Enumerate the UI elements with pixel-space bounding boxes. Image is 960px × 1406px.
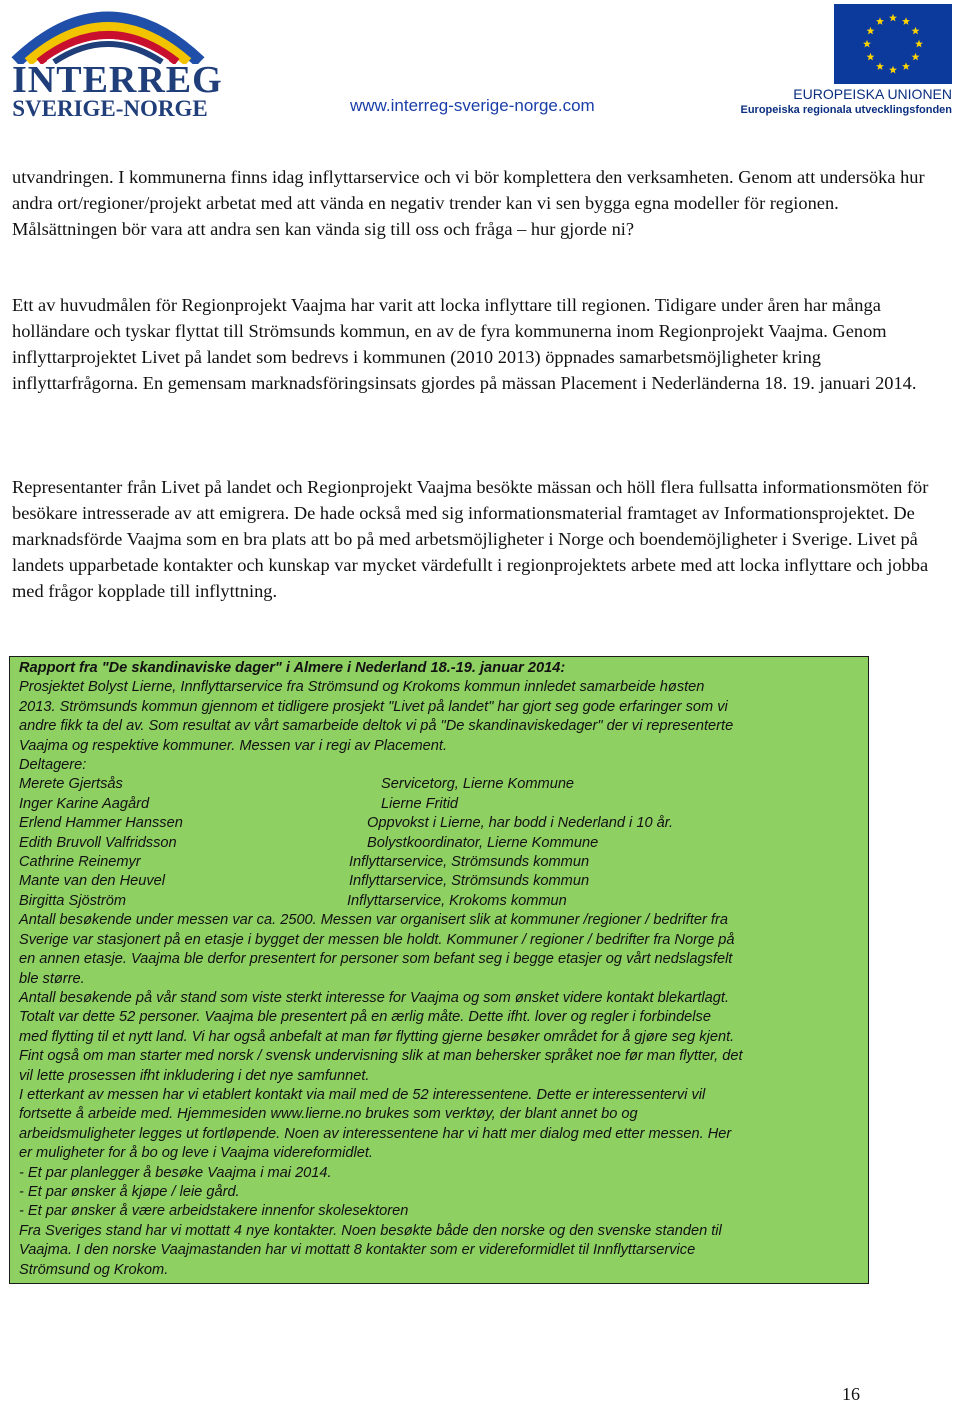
report-box <box>9 656 869 1284</box>
participant-row <box>19 872 859 891</box>
participant-row <box>19 814 859 833</box>
report-body-line: Fint også om man starter med norsk / svensk undervisning slik at man behersker språket noe før man flytter, det <box>19 1048 743 1065</box>
paragraph-1: utvandringen. I kommunerna finns idag inflyttarservice och vi bör komplettera den verksamheten. Genom att undersöka hur andra ort/regioner/projekt arbetat med att vända en negativ trender kan vi sen bygga egna modeller för regionen. Målsättningen bör vara att andra sen kan vända sig till oss och fråga – hur gjorde ni? <box>12 167 925 239</box>
eu-star-icon <box>863 40 871 48</box>
paragraph-3: Representanter från Livet på landet och Regionprojekt Vaajma besökte mässan och höll flera fullsatta informationsmöten för besökare intresserade av att emigrera. De hade också med sig informationsmaterial framtaget av Informationsprojektet. De marknadsförde Vaajma som en bra plats att bo på med arbetsmöjligheter i Norge och boendemöjligheter i Sverige. Livet på landets upparbetade kontakter och kunskap var mycket värdefullt i regionprojektets arbete med att locka inflyttare och jobba med frågor kopplade till inflyttning. <box>12 477 929 601</box>
logo-word-region: SVERIGE-NORGE <box>12 96 208 121</box>
eu-star-icon <box>902 62 910 70</box>
participant-name: Erlend Hammer Hanssen <box>19 815 183 832</box>
participant-row <box>19 775 859 794</box>
participant-row <box>19 892 859 911</box>
report-intro-line: Prosjektet Bolyst Lierne, Innflyttarservice fra Strömsund og Krokoms kommun innledet samarbeide høsten <box>19 679 705 696</box>
report-body-line: - Et par planlegger å besøke Vaajma i mai 2014. <box>19 1164 332 1181</box>
eu-star-icon <box>889 14 897 22</box>
participant-role: Lierne Fritid <box>381 795 459 812</box>
participant-row <box>19 834 859 853</box>
participant-row <box>19 795 859 814</box>
participants-heading: Deltagere: <box>19 757 87 774</box>
logo-word-interreg: INTERREG <box>12 59 223 101</box>
report-body-line: Fra Sveriges stand har vi mottatt 4 nye kontakter. Noen besøkte både den norske og den svenske standen til <box>19 1222 722 1239</box>
participant-name: Merete Gjertsås <box>19 776 123 793</box>
report-body-line: med flytting til et nytt land. Vi har også anbefalt at man før flytting gjerne besøker området for å gjøre seg kjent. <box>19 1028 735 1045</box>
eu-star-icon <box>902 17 910 25</box>
eu-subtitle: Europeiska regionala utvecklingsfonden <box>740 104 952 116</box>
report-body-line: Vaajma. I den norske Vaajmastanden har vi mottatt 8 kontakter som er videreformidlet til Innflyttarservice <box>19 1242 696 1259</box>
interreg-logo <box>8 4 223 124</box>
report-intro-line: andre fikk ta del av. Som resultat av vårt samarbeide deltok vi på "De skandinaviskedager" der vi representerte <box>19 718 734 735</box>
eu-star-icon <box>866 27 874 35</box>
report-title: Rapport fra "De skandinaviske dager" i Almere i Nederland 18.-19. januar 2014: <box>19 660 566 676</box>
participant-row <box>19 853 859 872</box>
eu-star-icon <box>912 27 920 35</box>
report-body-line: fortsette å arbeide med. Hjemmesiden www.lierne.no brukes som verktøy, der blant annet bo og <box>19 1106 638 1123</box>
participant-role: Oppvokst i Lierne, har bodd i Nederland i 10 år. <box>367 815 674 832</box>
report-body-line: I etterkant av messen har vi etablert kontakt via mail med de 52 interessentene. Dette er interessentervi vil <box>19 1086 706 1103</box>
participant-role: Bolystkoordinator, Lierne Kommune <box>367 834 599 851</box>
eu-star-icon <box>889 66 897 74</box>
report-body-line: Totalt var dette 52 personer. Vaajma ble presentert på en ærlig måte. Dette ifht. lover og regler i forbindelse <box>19 1009 711 1026</box>
eu-star-icon <box>876 17 884 25</box>
participant-name: Mante van den Heuvel <box>19 873 166 890</box>
participant-role: Servicetorg, Lierne Kommune <box>381 776 575 793</box>
report-intro-line: 2013. Strömsunds kommun gjennom et tidligere prosjekt "Livet på landet" har gjort seg gode erfaringer som vi <box>19 698 728 715</box>
page-number: 16 <box>842 1384 860 1404</box>
participant-name: Edith Bruvoll Valfridsson <box>19 834 177 851</box>
participant-role: Inflyttarservice, Strömsunds kommun <box>349 854 590 871</box>
report-body-line: en annen etasje. Vaajma ble derfor presentert for personer som befant seg i begge etasjer og vårt nedslagsfelt <box>19 951 733 968</box>
eu-star-icon <box>915 40 923 48</box>
eu-title: EUROPEISKA UNIONEN <box>793 86 952 102</box>
report-body-line: Sverige var stasjonert på en etasje i bygget der messen ble holdt. Kommuner / regioner / bedrifter fra Norge på <box>19 931 735 948</box>
report-body-line: vil lette prosessen ifht inkludering i det nye samfunnet. <box>19 1067 370 1084</box>
site-url-link[interactable]: www.interreg-sverige-norge.com <box>350 96 595 115</box>
paragraph-2: Ett av huvudmålen för Regionprojekt Vaajma har varit att locka inflyttare till regionen. Tidigare under åren har många holländare och tyskar flyttat till Strömsunds kommun, en av de fyra kommunerna inom Regionprojekt Vaajma. Genom inflyttarprojektet Livet på landet som bedrevs i kommunen (2010 2013) öppnades samarbetsmöjligheter kring inflyttarfrågorna. En gemensam marknadsföringsinsats gjordes på mässan Placement i Nederländerna 18. 19. januari 2014. <box>12 295 917 393</box>
participant-role: Inflyttarservice, Krokoms kommun <box>347 892 567 909</box>
report-body-line: Antall besøkende under messen var ca. 2500. Messen var organisert slik at kommuner /regioner / bedrifter fra <box>19 912 728 929</box>
eu-flag-icon <box>834 4 952 84</box>
eu-star-icon <box>876 62 884 70</box>
report-body-line: arbeidsmuligheter legges ut fortløpende. Noen av interessentene har vi hatt mer dialog med etter messen. Her <box>19 1125 732 1142</box>
eu-star-icon <box>866 53 874 61</box>
report-body-line: Strömsund og Krokom. <box>19 1261 169 1278</box>
report-body-line: - Et par ønsker å være arbeidstakere innenfor skolesektoren <box>19 1203 409 1220</box>
report-body-line: - Et par ønsker å kjøpe / leie gård. <box>19 1183 240 1200</box>
participant-name: Birgitta Sjöström <box>19 892 127 909</box>
report-body-line: Antall besøkende på vår stand som viste sterkt interesse for Vaajma og som ønsket videre kontakt blekartlagt. <box>19 989 730 1006</box>
participant-name: Inger Karine Aagård <box>19 795 150 812</box>
report-intro-line: Vaajma og respektive kommuner. Messen var i regi av Placement. <box>19 737 447 754</box>
participant-role: Inflyttarservice, Strömsunds kommun <box>349 873 590 890</box>
eu-star-icon <box>912 53 920 61</box>
report-body-line: ble større. <box>19 970 85 987</box>
interreg-arc-icon <box>8 4 208 64</box>
participant-name: Cathrine Reinemyr <box>19 854 141 871</box>
report-body-line: er muligheter for å bo og leve i Vaajma videreformidlet. <box>19 1145 373 1162</box>
